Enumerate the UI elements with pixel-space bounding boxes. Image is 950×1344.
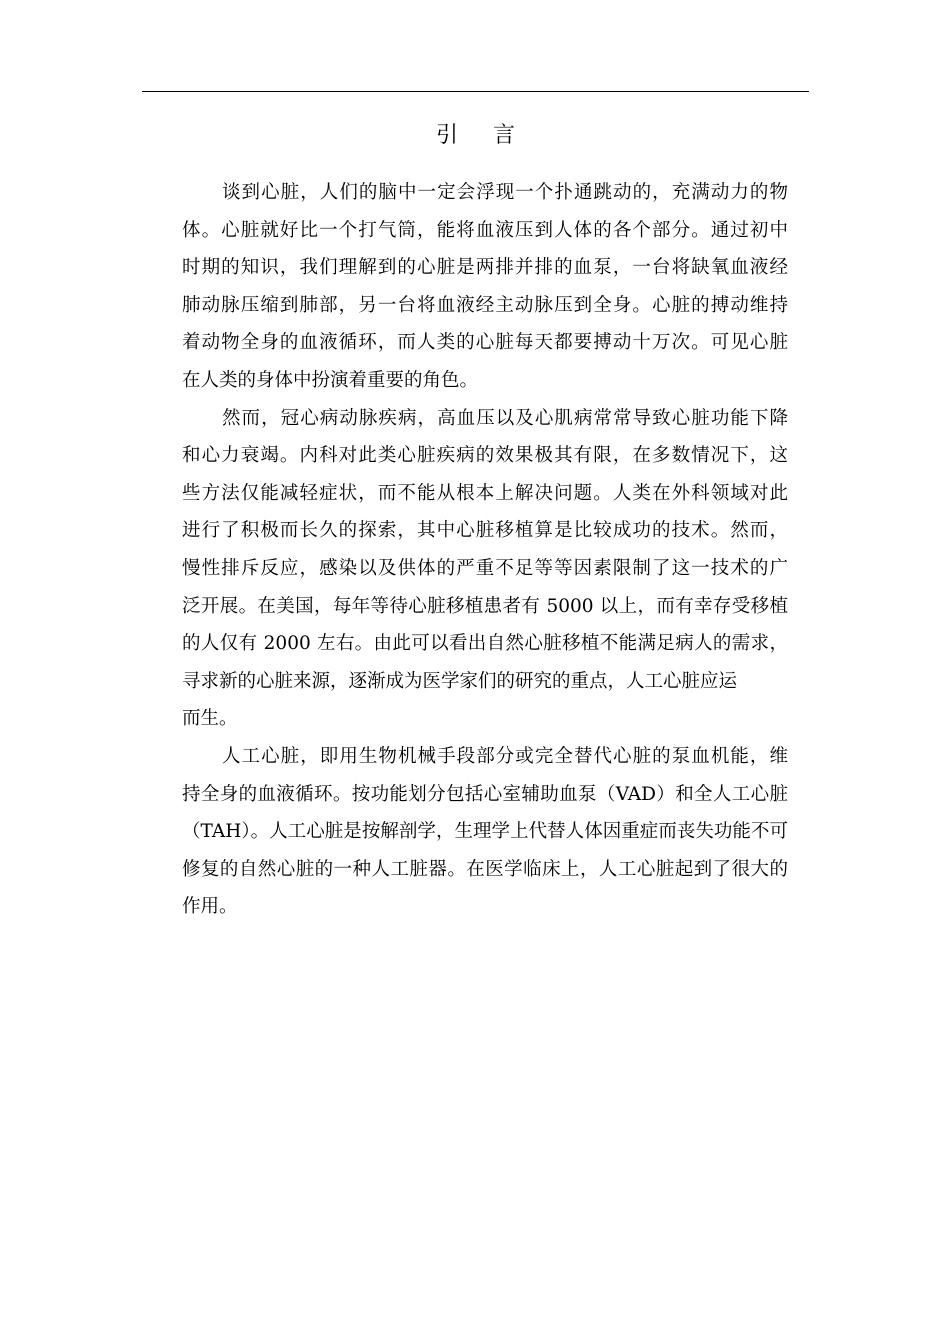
paragraph-2-line-7: 的人仅有 2000 左右。由此可以看出自然心脏移植不能满足病人的需求，: [182, 633, 788, 655]
paragraph-3-line-2: 持全身的血液循环。按功能划分包括心室辅助血泵（VAD）和全人工心脏: [182, 783, 788, 805]
paragraph-1-line-1: 谈到心脏，人们的脑中一定会浮现一个扑通跳动的，充满动力的物: [222, 182, 788, 203]
paragraph-2-line-5: 慢性排斥反应，感染以及供体的严重不足等等因素限制了这一技术的广: [182, 557, 788, 579]
paragraph-3-line-4: 修复的自然心脏的一种人工脏器。在医学临床上，人工心脏起到了很大的: [182, 858, 788, 880]
paragraph-3-line-5: 作用。: [182, 896, 238, 918]
paragraph-1-line-4: 肺动脉压缩到肺部，另一台将血液经主动脉压到全身。心脏的搏动维持: [182, 294, 788, 316]
paragraph-1-line-6: 在人类的身体中扮演着重要的角色。: [182, 369, 479, 391]
header-rule: [142, 91, 809, 92]
paragraph-3-line-1: 人工心脏，即用生物机械手段部分或完全替代心脏的泵血机能，维: [222, 745, 788, 767]
section-title: 引 言: [436, 123, 529, 148]
paragraph-2-line-4: 进行了积极而长久的探索，其中心脏移植算是比较成功的技术。然而，: [182, 520, 788, 542]
paragraph-2-line-1: 然而，冠心病动脉疾病，高血压以及心肌病常常导致心脏功能下降: [222, 407, 788, 429]
paragraph-2-line-6: 泛开展。在美国，每年等待心脏移植患者有 5000 以上，而有幸存受移植: [182, 595, 788, 617]
paragraph-2-line-2: 和心力衰竭。内科对此类心脏疾病的效果极其有限，在多数情况下，这: [182, 445, 788, 467]
paragraph-1-line-5: 着动物全身的血液循环，而人类的心脏每天都要搏动十万次。可见心脏: [182, 332, 788, 354]
paragraph-2-line-8: 寻求新的心脏来源，逐渐成为医学家们的研究的重点，人工心脏应运: [182, 670, 738, 692]
body-text: [182, 174, 788, 926]
paragraph-1-line-3: 时期的知识，我们理解到的心脏是两排并排的血泵，一台将缺氧血液经: [182, 257, 788, 279]
paragraph-1-line-2: 体。心脏就好比一个打气筒，能将血液压到人体的各个部分。通过初中: [182, 219, 788, 241]
paragraph-2-line-3: 些方法仅能减轻症状，而不能从根本上解决问题。人类在外科领域对此: [182, 482, 788, 504]
paragraph-2-line-9: 而生。: [182, 708, 238, 730]
paragraph-3-line-3: （TAH）。人工心脏是按解剖学，生理学上代替人体因重症而丧失功能不可: [182, 821, 788, 843]
